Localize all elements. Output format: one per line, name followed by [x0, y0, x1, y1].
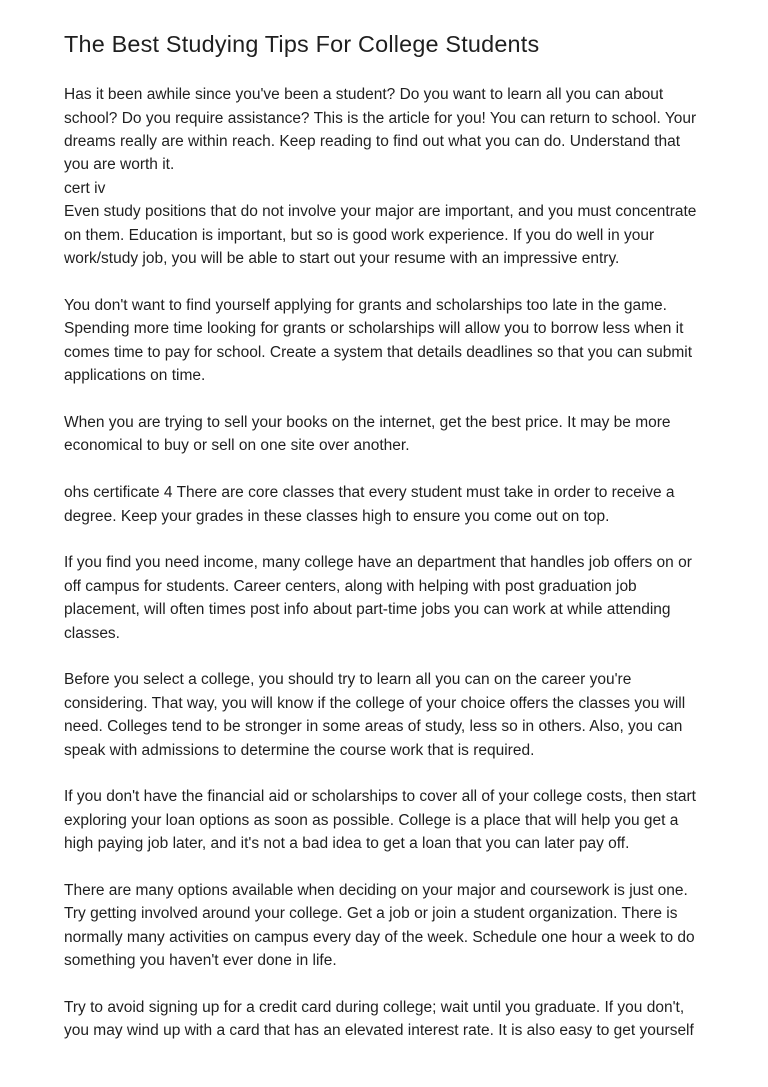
paragraph-text: There are many options available when deciding on your major and coursework is just one. Try getting involved around your college. Get a job or join a student organization. There is normally many activities on campus every day of the week. Schedule one hour a week to do something you haven't ever done in life.: [64, 881, 695, 970]
paragraph-text: When you are trying to sell your books on the internet, get the best price. It may be more economical to buy or sell on one site over another.: [64, 413, 671, 455]
paragraph-text: If you find you need income, many college have an department that handles job offers on or off campus for students. Career centers, along with helping with post graduation job placement, will often times post info about part-time jobs you can work at while attending classes.: [64, 554, 692, 642]
paragraph-text: If you don't have the financial aid or scholarships to cover all of your college costs, then start exploring your loan options as soon as possible. College is a place that will help you get a high paying job later, and it's not a bad idea to get a loan that you can later pay off.: [64, 788, 696, 853]
document-body: [64, 83, 706, 1043]
paragraph-text: Before you select a college, you should try to learn all you can on the career you're considering. That way, you will know if the college of your choice offers the classes you will need. Colleges tend to be stronger in some areas of study, less so in others. Also, you can speak with admissions to determine the course work that is required.: [64, 671, 686, 759]
document-title: The Best Studying Tips For College Students: [64, 31, 540, 57]
paragraph-text: Try to avoid signing up for a credit card during college; wait until you graduate. If you don't, you may wind up with a card that has an elevated interest rate. It is also easy to get yourself: [64, 998, 694, 1040]
paragraph-text: cert iv: [64, 179, 106, 197]
paragraph-text: Even study positions that do not involve your major are important, and you must concentrate on them. Education is important, but so is good work experience. If you do well in your work/study job, you will be able to start out your resume with an impressive entry.: [64, 203, 697, 268]
paragraph-text: Has it been awhile since you've been a student? Do you want to learn all you can about school? Do you require assistance? This is the article for you! You can return to school. Your dreams really are within reach. Keep reading to find out what you can do. Understand that you are worth it.: [64, 86, 697, 174]
paragraph-text: You don't want to find yourself applying for grants and scholarships too late in the game. Spending more time looking for grants or scholarships will allow you to borrow less when it comes time to pay for school. Create a system that details deadlines so that you can submit applications on time.: [64, 296, 693, 385]
paragraph-text: ohs certificate 4 There are core classes that every student must take in order to receive a degree. Keep your grades in these classes high to ensure you come out on top.: [64, 484, 675, 525]
